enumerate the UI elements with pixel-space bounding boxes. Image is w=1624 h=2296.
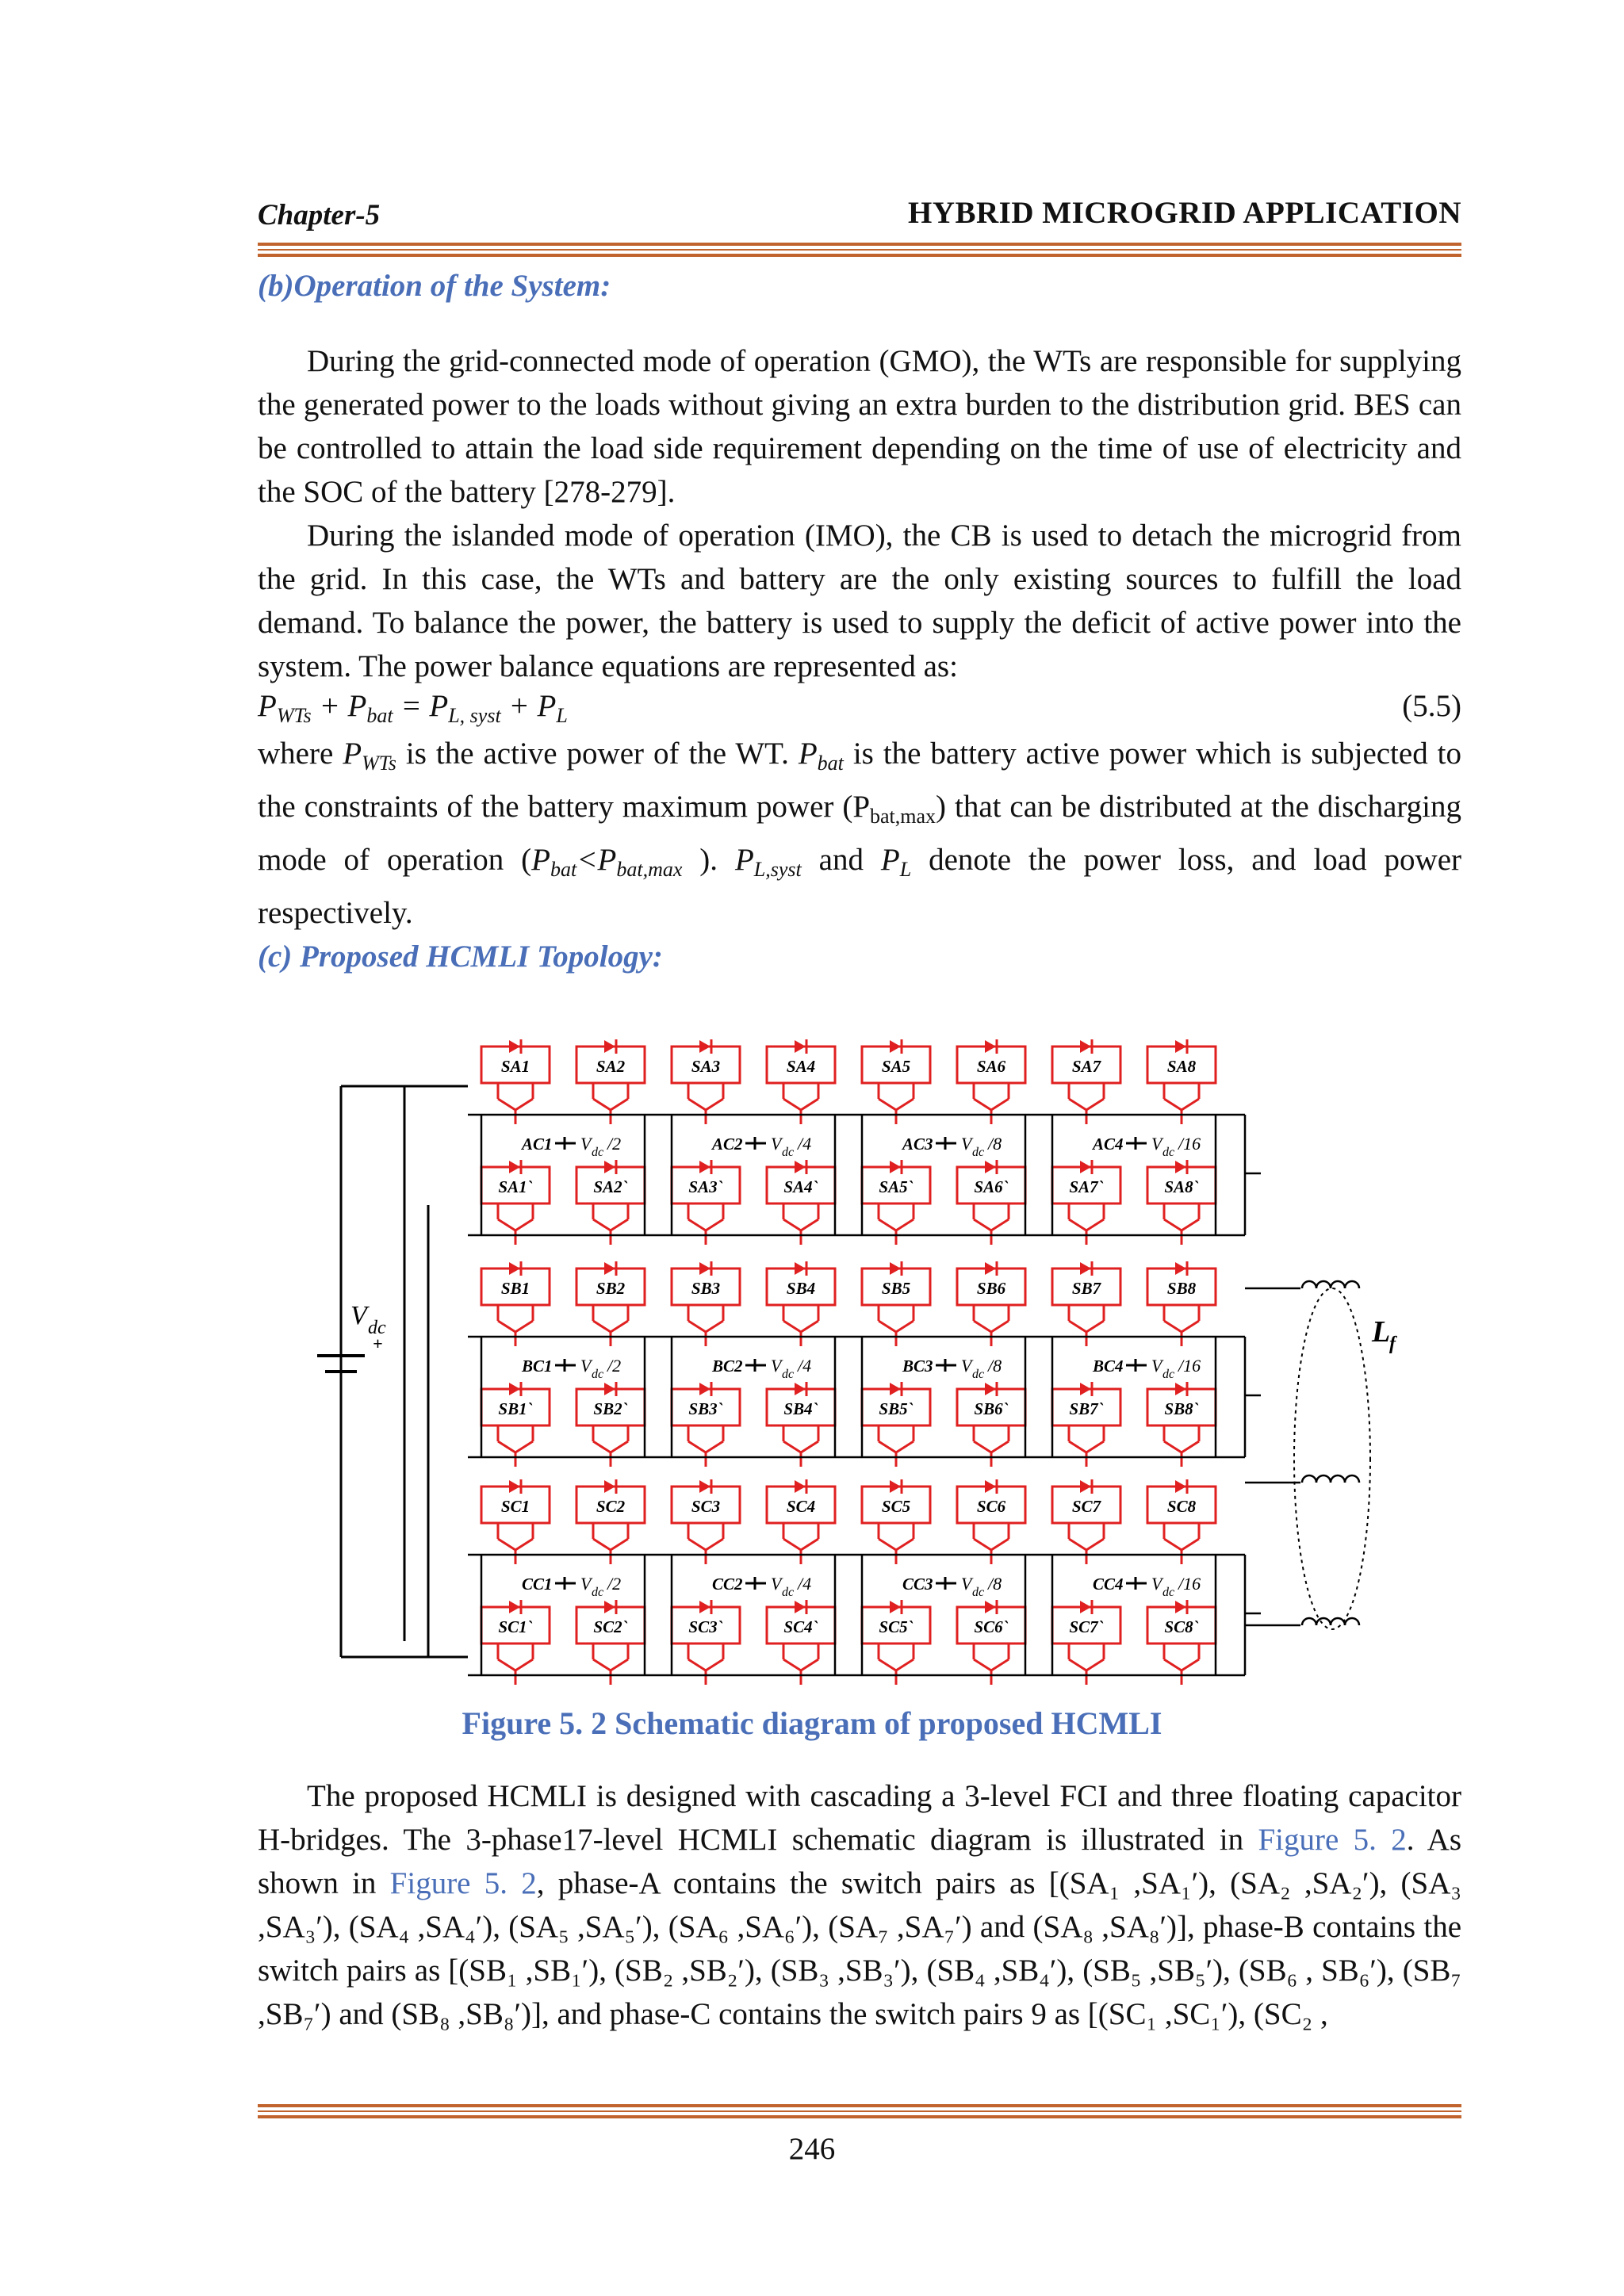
switch-sa2-prime-tri: [593, 1219, 611, 1230]
cap-v: V: [580, 1574, 592, 1594]
switch-sa7-tri: [1069, 1099, 1086, 1110]
switch-sa1-tri: [498, 1099, 515, 1110]
switch-sc3-diode: [699, 1480, 710, 1493]
lf-sub: f: [1389, 1334, 1396, 1354]
section-b-heading: (b)Operation of the System:: [258, 269, 611, 303]
cap-bc2-label: BC2: [712, 1357, 743, 1376]
switch-sa6-label: SA6: [976, 1057, 1006, 1076]
switch-sa1-diode: [509, 1040, 520, 1053]
switch-sc3-tri2: [706, 1539, 723, 1550]
switch-sc5-prime-tri2: [896, 1659, 914, 1670]
switch-sc2-tri2: [611, 1539, 628, 1550]
switch-sc3-prime-diode: [699, 1601, 710, 1613]
switch-sc5-tri2: [896, 1539, 914, 1550]
switch-sb6-prime-tri: [974, 1441, 991, 1452]
cap-dc: dc: [972, 1146, 985, 1159]
header-rule: [258, 243, 1461, 246]
switch-sb5-prime-tri: [879, 1441, 896, 1452]
cap-v: V: [771, 1574, 782, 1594]
switch-sa2-prime-tri2: [611, 1219, 628, 1230]
cap-value: /16: [1178, 1356, 1201, 1376]
switch-sb3-prime-label: SB3`: [688, 1399, 723, 1418]
switch-sa3-prime-tri: [688, 1219, 706, 1230]
switch-sa3-prime-tri2: [706, 1219, 723, 1230]
switch-sb3-prime-tri2: [706, 1441, 723, 1452]
switch-sb4-prime-tri: [783, 1441, 801, 1452]
cap-bc4-label: BC4: [1093, 1357, 1124, 1376]
switch-sc4-label: SC4: [786, 1497, 816, 1516]
cap-value: /16: [1178, 1574, 1201, 1594]
switch-sc1-prime-tri2: [515, 1659, 533, 1670]
inductor-coil: [1302, 1475, 1316, 1483]
inductor-coil: [1345, 1475, 1359, 1483]
switch-sc7-prime-tri2: [1086, 1659, 1104, 1670]
switch-sa6-prime-diode: [985, 1161, 996, 1173]
switch-sa8-prime-diode: [1175, 1161, 1186, 1173]
switch-sb4-prime-tri2: [801, 1441, 818, 1452]
switch-sb3-tri2: [706, 1321, 723, 1332]
switch-sa7-diode: [1080, 1040, 1091, 1053]
switch-sb6-prime-tri2: [991, 1441, 1009, 1452]
switch-sa7-prime-tri2: [1086, 1219, 1104, 1230]
switch-sb3-tri: [688, 1321, 706, 1332]
switch-sb5-tri2: [896, 1321, 914, 1332]
switch-sb6-tri2: [991, 1321, 1009, 1332]
switch-sc1-prime-label: SC1`: [498, 1617, 533, 1636]
switch-sb6-prime-diode: [985, 1383, 996, 1395]
switch-sb8-prime-tri: [1164, 1441, 1182, 1452]
switch-sa7-tri2: [1086, 1099, 1104, 1110]
cap-ac1-label: AC1: [522, 1135, 553, 1154]
vdc-sub: dc: [368, 1318, 386, 1338]
switch-sa4-prime-tri: [783, 1219, 801, 1230]
switch-sc1-prime-tri: [498, 1659, 515, 1670]
switch-sc7-diode: [1080, 1480, 1091, 1493]
switch-sa1-tri2: [515, 1099, 533, 1110]
inductor-coil: [1302, 1281, 1316, 1288]
cap-v: V: [961, 1574, 972, 1594]
cap-dc: dc: [1162, 1368, 1175, 1381]
switch-sa7-label: SA7: [1071, 1057, 1101, 1076]
switch-sc4-tri2: [801, 1539, 818, 1550]
switch-sc7-prime-tri: [1069, 1659, 1086, 1670]
switch-sb8-prime-diode: [1175, 1383, 1186, 1395]
cap-v: V: [771, 1134, 782, 1154]
switch-sc2-label: SC2: [596, 1497, 626, 1516]
footer-rule-thin: [258, 2110, 1461, 2112]
switch-sc5-diode: [890, 1480, 901, 1493]
switch-sa7-prime-diode: [1080, 1161, 1091, 1173]
switch-sc2-prime-tri2: [611, 1659, 628, 1670]
switch-sc2-prime-label: SC2`: [593, 1617, 628, 1636]
switch-sc8-diode: [1175, 1480, 1186, 1493]
switch-sa1-prime-tri2: [515, 1219, 533, 1230]
cap-value: /8: [988, 1356, 1002, 1376]
switch-sa8-label: SA8: [1166, 1057, 1197, 1076]
cap-value: /4: [798, 1134, 812, 1154]
switch-sc7-label: SC7: [1071, 1497, 1101, 1516]
switch-sb6-label: SB6: [976, 1279, 1006, 1298]
switch-sb7-diode: [1080, 1262, 1091, 1275]
switch-sb2-prime-tri: [593, 1441, 611, 1452]
section-c-heading: (c) Proposed HCMLI Topology:: [258, 939, 663, 974]
switch-sb7-prime-diode: [1080, 1383, 1091, 1395]
cap-v: V: [580, 1356, 592, 1376]
figure-link-2[interactable]: Figure 5. 2: [389, 1866, 537, 1900]
cap-dc: dc: [972, 1586, 985, 1599]
switch-sb3-label: SB3: [691, 1279, 721, 1298]
switch-sc1-prime-diode: [509, 1601, 520, 1613]
switch-sa4-tri: [783, 1099, 801, 1110]
cap-v: V: [1151, 1134, 1162, 1154]
switch-sa5-prime-label: SA5`: [879, 1177, 914, 1196]
switch-sb5-diode: [890, 1262, 901, 1275]
switch-sc1-diode: [509, 1480, 520, 1493]
switch-sa2-diode: [604, 1040, 615, 1053]
switch-sb3-prime-tri: [688, 1441, 706, 1452]
switch-sa1-label: SA1: [500, 1057, 530, 1076]
switch-sb5-label: SB5: [881, 1279, 911, 1298]
inductor-coil: [1316, 1281, 1331, 1288]
switch-sb1-prime-label: SB1`: [498, 1399, 533, 1418]
switch-sb1-prime-diode: [509, 1383, 520, 1395]
switch-sc4-tri: [783, 1539, 801, 1550]
switch-sb7-tri2: [1086, 1321, 1104, 1332]
switch-sc8-tri2: [1182, 1539, 1199, 1550]
switch-sa1-prime-diode: [509, 1161, 520, 1173]
switch-sb5-prime-diode: [890, 1383, 901, 1395]
cap-value: /4: [798, 1574, 812, 1594]
switch-sa1-prime-label: SA1`: [498, 1177, 533, 1196]
switch-sa2-prime-label: SA2`: [593, 1177, 628, 1196]
switch-sb2-label: SB2: [596, 1279, 626, 1298]
switch-sa2-prime-diode: [604, 1161, 615, 1173]
switch-sc8-prime-tri2: [1182, 1659, 1199, 1670]
switch-sa4-prime-tri2: [801, 1219, 818, 1230]
switch-sb6-prime-label: SB6`: [974, 1399, 1009, 1418]
switch-sb8-prime-label: SB8`: [1164, 1399, 1199, 1418]
switch-sb7-prime-tri: [1069, 1441, 1086, 1452]
switch-sa2-tri2: [611, 1099, 628, 1110]
switch-sb7-tri: [1069, 1321, 1086, 1332]
switch-sa5-tri2: [896, 1099, 914, 1110]
switch-sc6-tri2: [991, 1539, 1009, 1550]
cap-dc: dc: [1162, 1146, 1175, 1159]
switch-sc3-tri: [688, 1539, 706, 1550]
paragraph-hcmli: The proposed HCMLI is designed with cascading a 3-level FCI and three floating capacitor H-bridges. The 3-phase17-level HCMLI schematic diagram is illustrated in Figure 5. 2. As shown in Figure 5. 2, phase-A contains the switch pairs as [(SA₁ ,SA₁′), (SA₂ ,SA₂′), (SA₃ ,SA₃′), (SA₄ ,SA₄′), (SA₅ ,SA₅′), (SA₆ ,SA₆′), (SA₇ ,SA₇′) and (SA₈ ,SA₈′)], phase-B contains the switch pairs as [(SB₁ ,SB₁′), (SB₂ ,SB₂′), (SB₃ ,SB₃′), (SB₄ ,SB₄′), (SB₅ ,SB₅′), (SB₆ , SB₆′), (SB₇ ,SB₇′) and (SB₈ ,SB₈′)], and phase-C contains the switch pairs 9 as [(SC₁ ,SC₁′), (SC₂ ,: [258, 1779, 1462, 2031]
lf-label: L: [1372, 1315, 1391, 1349]
switch-sb4-prime-diode: [795, 1383, 806, 1395]
switch-sb2-prime-diode: [604, 1383, 615, 1395]
inductor-coil: [1302, 1618, 1316, 1625]
switch-sc5-prime-tri: [879, 1659, 896, 1670]
switch-sa6-prime-tri: [974, 1219, 991, 1230]
switch-sa2-label: SA2: [596, 1057, 626, 1076]
switch-sc7-tri2: [1086, 1539, 1104, 1550]
switch-sc3-prime-label: SC3`: [688, 1617, 723, 1636]
switch-sa4-diode: [795, 1040, 806, 1053]
switch-sa6-tri: [974, 1099, 991, 1110]
cap-dc: dc: [782, 1146, 795, 1159]
page-number: 246: [788, 2132, 836, 2166]
switch-sc6-label: SC6: [976, 1497, 1006, 1516]
switch-sc4-diode: [795, 1480, 806, 1493]
switch-sb2-diode: [604, 1262, 615, 1275]
switch-sa5-label: SA5: [881, 1057, 911, 1076]
paragraph-gmo: During the grid-connected mode of operation (GMO), the WTs are responsible for supplying the generated power to the loads without giving an extra burden to the distribution grid. BES can be controlled to attain the load side requirement depending on the time of use of electricity and the SOC of the battery [278-279].: [258, 344, 1461, 509]
filter-group: [1294, 1288, 1370, 1629]
hcmli-schematic: [301, 1023, 1427, 1697]
cap-dc: dc: [592, 1146, 604, 1159]
equation-5-5: $P_{WTs} + P_{bat} = P_{L, syst} + P_L$ (5.5): [258, 689, 1461, 727]
switch-sb4-diode: [795, 1262, 806, 1275]
cap-v: V: [580, 1134, 592, 1154]
footer-rule-2: [258, 2115, 1461, 2118]
switch-sb2-prime-label: SB2`: [593, 1399, 628, 1418]
cap-value: /2: [607, 1134, 622, 1154]
inductor-coil: [1331, 1281, 1345, 1288]
switch-sa4-label: SA4: [786, 1057, 816, 1076]
switch-sa4-prime-label: SA4`: [783, 1177, 818, 1196]
switch-sc3-prime-tri2: [706, 1659, 723, 1670]
cap-cc1-label: CC1: [522, 1575, 553, 1594]
switch-sc6-diode: [985, 1480, 996, 1493]
cap-cc2-label: CC2: [712, 1575, 743, 1594]
switch-sa4-tri2: [801, 1099, 818, 1110]
switch-sa8-prime-label: SA8`: [1164, 1177, 1199, 1196]
switch-sb2-prime-tri2: [611, 1441, 628, 1452]
switch-sb7-label: SB7: [1071, 1279, 1101, 1298]
switch-sa3-diode: [699, 1040, 710, 1053]
switch-sa7-prime-tri: [1069, 1219, 1086, 1230]
switch-sb4-label: SB4: [786, 1279, 816, 1298]
switch-sa3-prime-label: SA3`: [688, 1177, 723, 1196]
switch-sb4-tri2: [801, 1321, 818, 1332]
switch-sc8-prime-diode: [1175, 1601, 1186, 1613]
running-title: HYBRID MICROGRID APPLICATION: [908, 196, 1461, 230]
switch-sc6-prime-label: SC6`: [974, 1617, 1009, 1636]
switch-sa8-tri: [1164, 1099, 1182, 1110]
switch-sa8-prime-tri: [1164, 1219, 1182, 1230]
switch-sc4-prime-tri2: [801, 1659, 818, 1670]
switch-sb1-tri: [498, 1321, 515, 1332]
switch-sc1-tri2: [515, 1539, 533, 1550]
cap-v: V: [961, 1134, 972, 1154]
switch-sc5-tri: [879, 1539, 896, 1550]
switch-sa6-diode: [985, 1040, 996, 1053]
switch-sc2-prime-diode: [604, 1601, 615, 1613]
switch-sb6-diode: [985, 1262, 996, 1275]
switch-sc2-diode: [604, 1480, 615, 1493]
switch-sa5-prime-diode: [890, 1161, 901, 1173]
switch-sa3-label: SA3: [691, 1057, 721, 1076]
switch-sb4-prime-label: SB4`: [783, 1399, 818, 1418]
switch-sa6-prime-label: SA6`: [974, 1177, 1009, 1196]
switch-sc7-prime-diode: [1080, 1601, 1091, 1613]
switch-sc7-tri: [1069, 1539, 1086, 1550]
header-rule-thin: [258, 249, 1461, 251]
cap-dc: dc: [592, 1368, 604, 1381]
cap-v: V: [1151, 1574, 1162, 1594]
switch-sc8-tri: [1164, 1539, 1182, 1550]
cap-ac3-label: AC3: [902, 1135, 933, 1154]
cap-dc: dc: [782, 1368, 795, 1381]
inductor-coil: [1316, 1475, 1331, 1483]
switch-sb2-tri2: [611, 1321, 628, 1332]
switch-sc2-tri: [593, 1539, 611, 1550]
switch-sa3-tri: [688, 1099, 706, 1110]
header-rule-2: [258, 254, 1461, 257]
switch-sb4-tri: [783, 1321, 801, 1332]
switch-sc2-prime-tri: [593, 1659, 611, 1670]
plus-sign: +: [373, 1334, 383, 1353]
cap-value: /8: [988, 1134, 1002, 1154]
switch-sb7-prime-tri2: [1086, 1441, 1104, 1452]
switch-sb1-diode: [509, 1262, 520, 1275]
cap-v: V: [1151, 1356, 1162, 1376]
cap-dc: dc: [972, 1368, 985, 1381]
switch-sb1-prime-tri2: [515, 1441, 533, 1452]
switch-sb3-diode: [699, 1262, 710, 1275]
cap-bc3-label: BC3: [902, 1357, 933, 1376]
switch-sa8-tri2: [1182, 1099, 1199, 1110]
switch-sc4-prime-diode: [795, 1601, 806, 1613]
switch-sc1-label: SC1: [500, 1497, 530, 1516]
inductor-coil: [1345, 1618, 1359, 1625]
switch-sc6-prime-tri: [974, 1659, 991, 1670]
switch-sa3-prime-diode: [699, 1161, 710, 1173]
footer-rule: [258, 2104, 1461, 2107]
figure-link-1[interactable]: Figure 5. 2: [1258, 1823, 1407, 1857]
vdc-label: V: [350, 1301, 367, 1330]
cap-value: /4: [798, 1356, 812, 1376]
switch-sa1-prime-tri: [498, 1219, 515, 1230]
switch-sb1-prime-tri: [498, 1441, 515, 1452]
cap-ac2-label: AC2: [712, 1135, 743, 1154]
cap-dc: dc: [1162, 1586, 1175, 1599]
switch-sa3-tri2: [706, 1099, 723, 1110]
switch-sb8-tri: [1164, 1321, 1182, 1332]
cap-cc3-label: CC3: [902, 1575, 933, 1594]
switch-sa2-tri: [593, 1099, 611, 1110]
cap-value: /8: [988, 1574, 1002, 1594]
switch-sb1-label: SB1: [500, 1279, 530, 1298]
switch-sa5-diode: [890, 1040, 901, 1053]
switch-sc4-prime-tri: [783, 1659, 801, 1670]
switch-sc6-prime-diode: [985, 1601, 996, 1613]
cap-v: V: [961, 1356, 972, 1376]
switch-sc6-tri: [974, 1539, 991, 1550]
switch-sc4-prime-label: SC4`: [783, 1617, 818, 1636]
cap-v: V: [771, 1356, 782, 1376]
switch-sb2-tri: [593, 1321, 611, 1332]
switch-sb5-prime-label: SB5`: [879, 1399, 914, 1418]
switch-sb5-tri: [879, 1321, 896, 1332]
switch-sa5-prime-tri2: [896, 1219, 914, 1230]
switch-sa8-diode: [1175, 1040, 1186, 1053]
switch-sc5-prime-label: SC5`: [879, 1617, 914, 1636]
switch-sb5-prime-tri2: [896, 1441, 914, 1452]
switch-sc1-tri: [498, 1539, 515, 1550]
switch-sb6-tri: [974, 1321, 991, 1332]
cap-bc1-label: BC1: [522, 1357, 553, 1376]
switch-sc8-prime-label: SC8`: [1164, 1617, 1199, 1636]
switch-sa8-prime-tri2: [1182, 1219, 1199, 1230]
cap-cc4-label: CC4: [1093, 1575, 1124, 1594]
inductor-coil: [1331, 1475, 1345, 1483]
inductor-coil: [1345, 1281, 1359, 1288]
cap-value: /2: [607, 1574, 622, 1594]
inductor-coil: [1316, 1618, 1331, 1625]
switch-sa4-prime-diode: [795, 1161, 806, 1173]
switch-sa6-tri2: [991, 1099, 1009, 1110]
switch-sa7-prime-label: SA7`: [1069, 1177, 1104, 1196]
switch-sa6-prime-tri2: [991, 1219, 1009, 1230]
paragraph-imo: During the islanded mode of operation (IMO), the CB is used to detach the microgrid from the grid. In this case, the WTs and battery are the only existing sources to fulfill the load demand. To balance the power, the battery is used to supply the deficit of active power into the system. The power balance equations are represented as:: [258, 519, 1461, 683]
cap-value: /2: [607, 1356, 622, 1376]
switch-sb8-tri2: [1182, 1321, 1199, 1332]
switch-sb7-prime-label: SB7`: [1069, 1399, 1104, 1418]
switch-sa5-prime-tri: [879, 1219, 896, 1230]
switch-sc3-label: SC3: [691, 1497, 721, 1516]
cap-value: /16: [1178, 1134, 1201, 1154]
switch-sc6-prime-tri2: [991, 1659, 1009, 1670]
switch-sc8-prime-tri: [1164, 1659, 1182, 1670]
cap-dc: dc: [782, 1586, 795, 1599]
equation-number: (5.5): [1402, 689, 1461, 723]
switch-sb8-diode: [1175, 1262, 1186, 1275]
switch-sb3-prime-diode: [699, 1383, 710, 1395]
switch-sc7-prime-label: SC7`: [1069, 1617, 1104, 1636]
switch-sc5-prime-diode: [890, 1601, 901, 1613]
switch-sb8-label: SB8: [1166, 1279, 1197, 1298]
figure-caption: Figure 5. 2 Schematic diagram of proposed HCMLI: [462, 1705, 1162, 1741]
cap-dc: dc: [592, 1586, 604, 1599]
chapter-label: Chapter-5: [258, 199, 381, 232]
switch-sc3-prime-tri: [688, 1659, 706, 1670]
switch-sc8-label: SC8: [1166, 1497, 1197, 1516]
cap-ac4-label: AC4: [1093, 1135, 1124, 1154]
switch-sb8-prime-tri2: [1182, 1441, 1199, 1452]
switch-sb1-tri2: [515, 1321, 533, 1332]
switch-sc5-label: SC5: [881, 1497, 911, 1516]
paragraph-where: where $P_{WTs}$ is the active power of the WT. $P_{bat}$ is the battery active power which is subjected to the constraints of the battery maximum power $(P_{bat,max})$ that can be distributed at the discharging mode of operation ($P_{bat}<P_{bat,max}$ ). $P_{L,syst}$ and $P_L$ denote the power loss, and load power respectively.: [258, 737, 1462, 930]
switch-sa5-tri: [879, 1099, 896, 1110]
